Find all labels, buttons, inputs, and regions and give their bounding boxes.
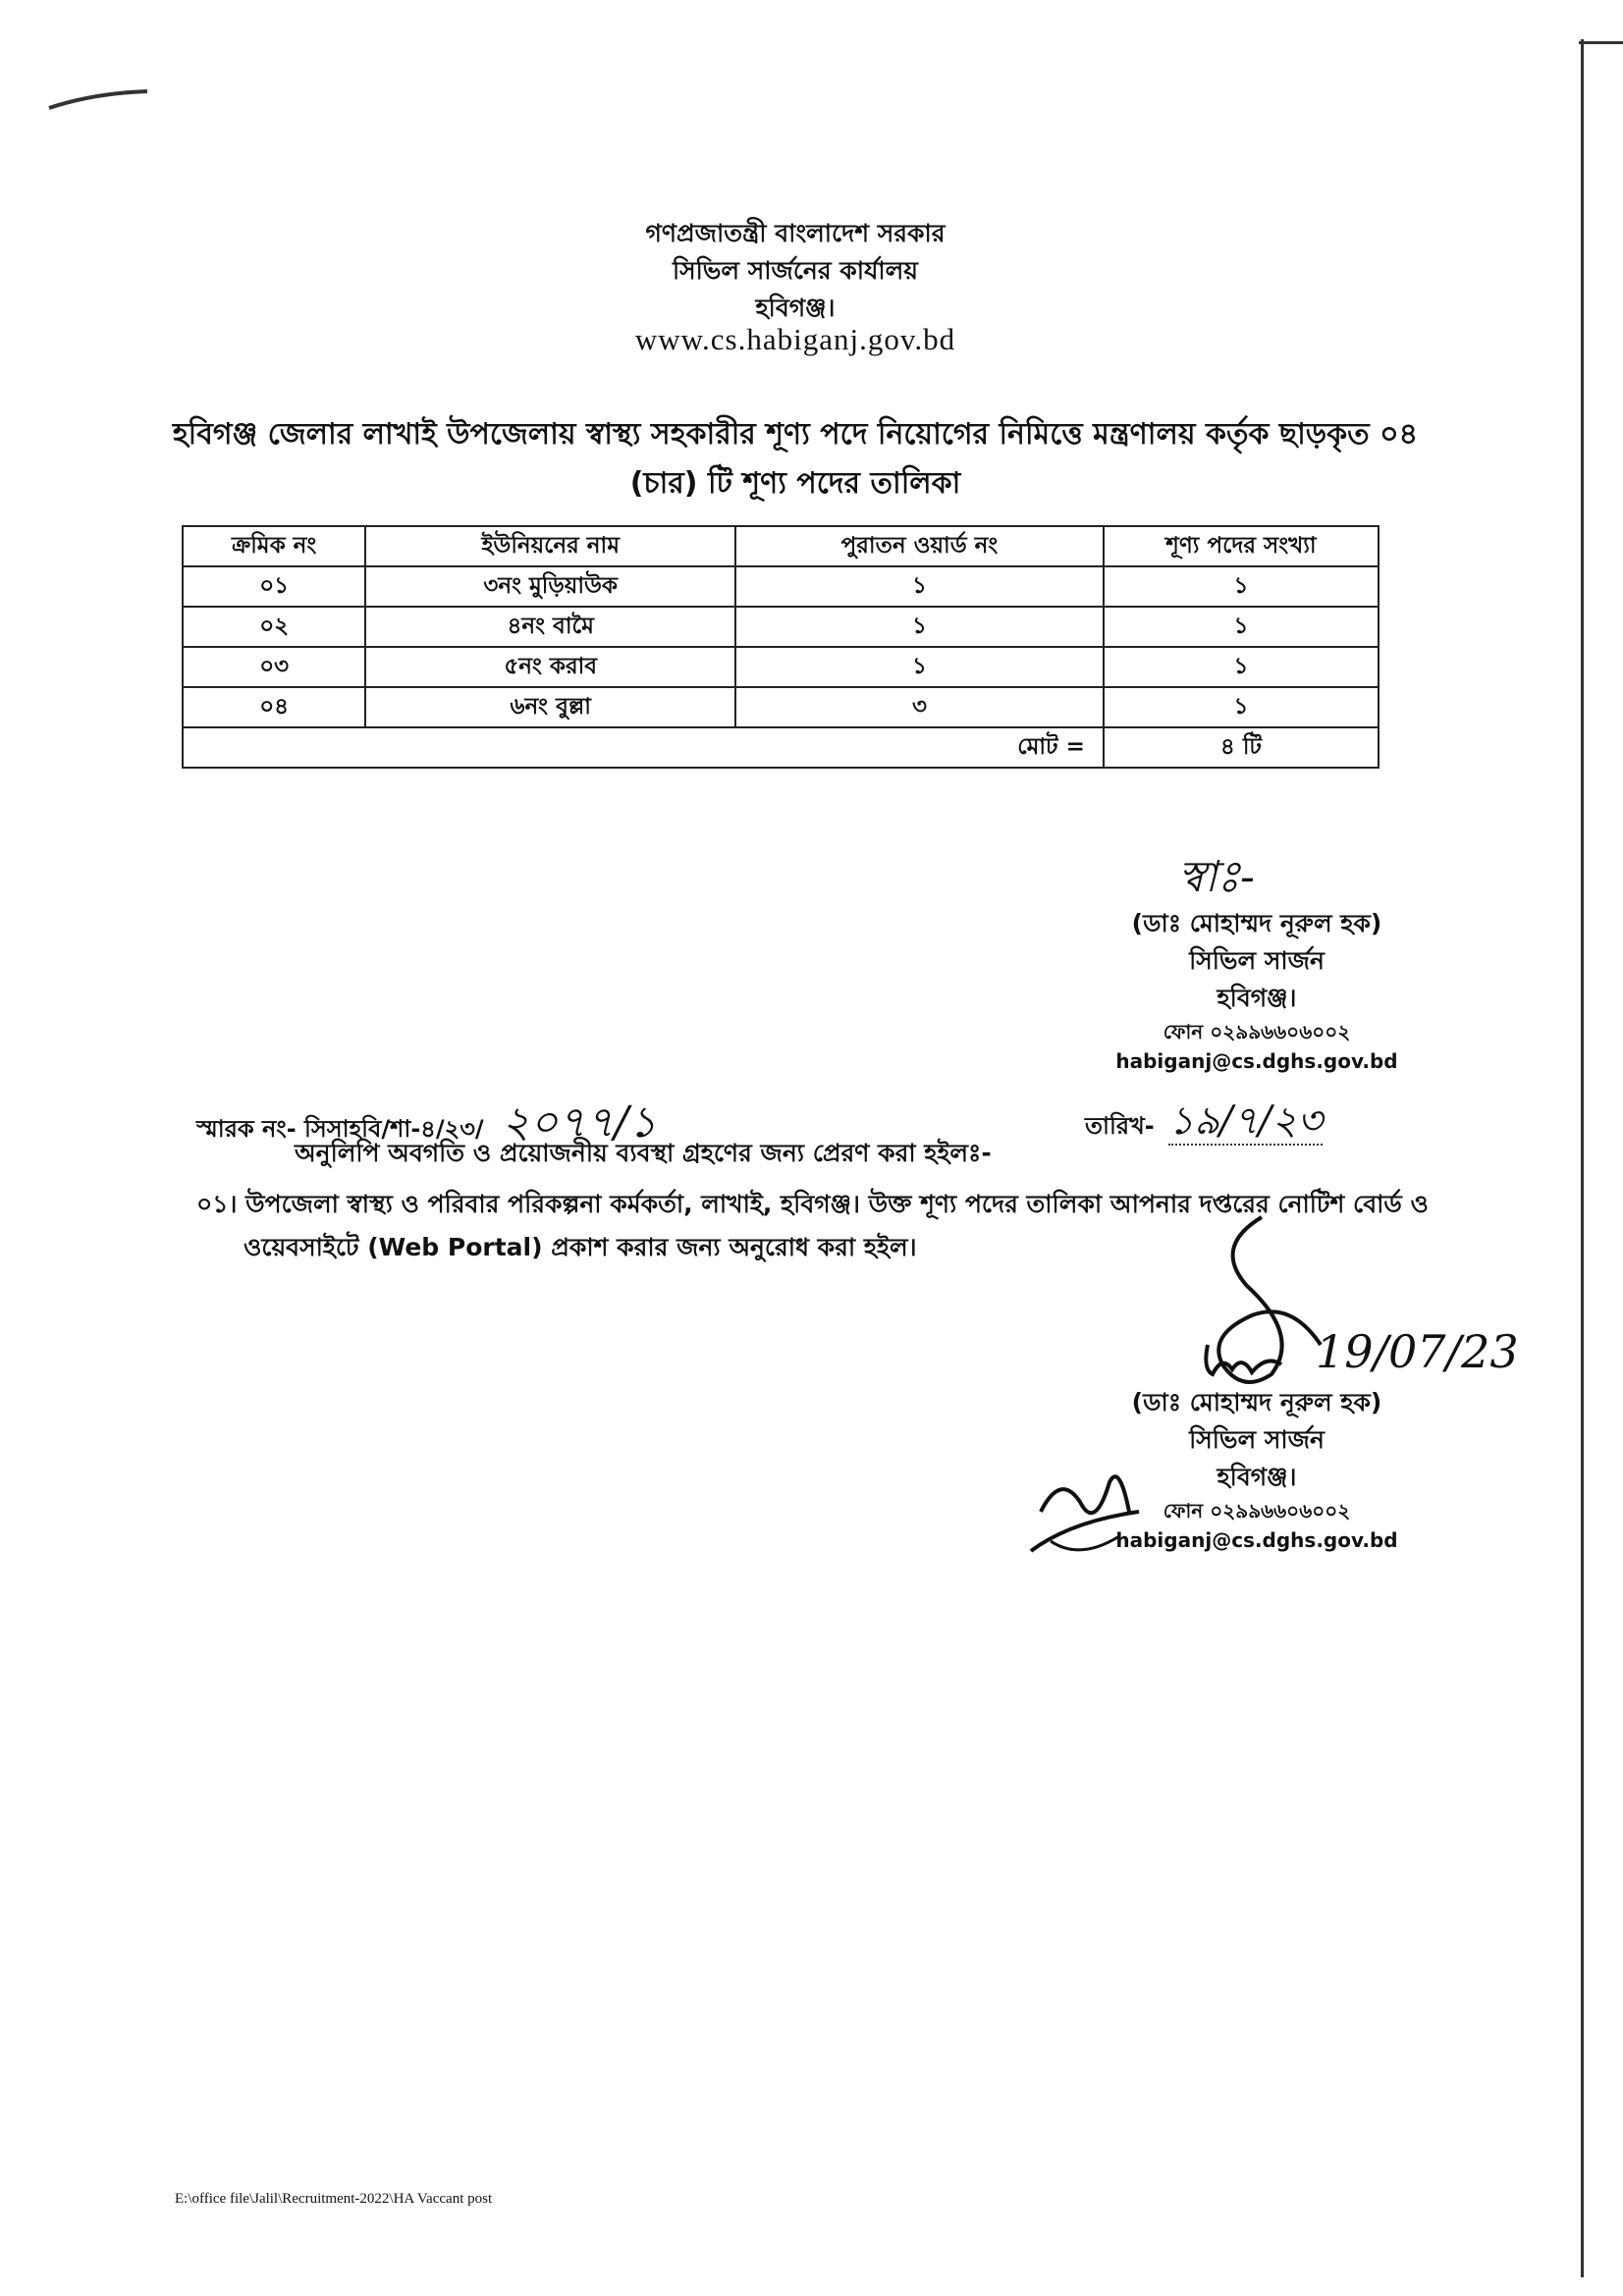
table-row [183,566,1379,607]
date-label: তারিখ- [1085,1112,1155,1140]
cell-ward: ১ [735,607,1104,647]
header-ward: পুরাতন ওয়ার্ড নং [735,526,1104,566]
page-edge-line-right [1581,39,1584,2277]
copy-item-line-1: ০১। উপজেলা স্বাস্থ্য ও পরিবার পরিকল্পনা কর্মকর্তা, লাখাই, হবিগঞ্জ। উক্ত শূণ্য পদের তালিকা আপনার দপ্তরের নোটিশ বোর্ড ও [196,1190,1429,1218]
signer-place: হবিগঞ্জ। [1217,984,1297,1012]
total-label: মোট = [183,727,1104,768]
document-title [147,410,1443,508]
signer-email: habiganj@cs.dghs.gov.bd [1115,1049,1398,1073]
signer-email: habiganj@cs.dghs.gov.bd [1115,1528,1398,1552]
header-vacancy: শূণ্য পদের সংখ্যা [1104,526,1379,566]
cell-union: ৫নং করাব [365,647,735,687]
signer-phone: ফোন ০২৯৯৬৬০৬০০২ [1163,1499,1351,1522]
pen-stroke-mark [44,83,152,118]
cell-union: ৬নং বুল্লা [365,687,735,727]
cell-union: ৩নং মুড়িয়াউক [365,566,735,607]
memo-date-line [1085,1090,1323,1155]
signature-block-1 [1080,905,1434,1076]
signature-handwritten-1: স্বাঃ- [1178,852,1255,902]
cell-ward: ১ [735,566,1104,607]
footer-file-path: E:\office file\Jalil\Recruitment-2022\HA Vaccant post [175,2191,493,2207]
signer-designation: সিভিল সার্জন [1189,1425,1325,1454]
copy-intro: অনুলিপি অবগতি ও প্রয়োজনীয় ব্যবস্থা গ্রহণের জন্য প্রেরণ করা হইলঃ- [295,1139,992,1167]
signer-phone: ফোন ০২৯৯৬৬০৬০০২ [1163,1020,1351,1043]
cell-serial: ০২ [183,607,365,647]
header-office: সিভিল সার্জনের কার্যালয় [672,256,919,285]
cell-serial: ০৩ [183,647,365,687]
cell-ward: ৩ [735,687,1104,727]
header-union: ইউনিয়নের নাম [365,526,735,566]
cell-union: ৪নং বামৈ [365,607,735,647]
cell-serial: ০১ [183,566,365,607]
copy-item-line-2: ওয়েবসাইটে (Web Portal) প্রকাশ করার জন্য অনুরোধ করা হইল। [243,1233,917,1261]
signer-name: (ডাঃ মোহাম্মদ নূরুল হক) [1131,1388,1382,1416]
cell-serial: ০৪ [183,687,365,727]
cell-vacancy: ১ [1104,647,1379,687]
table-row [183,687,1379,727]
header-website: www.cs.habiganj.gov.bd [634,322,956,356]
date-handwritten: ১৯/৭/২৩ [1168,1098,1324,1144]
cell-ward: ১ [735,647,1104,687]
vacant-posts-table [182,525,1380,769]
cell-vacancy: ১ [1104,687,1379,727]
table-row [183,647,1379,687]
signer-place: হবিগঞ্জ। [1217,1463,1297,1491]
initial-scribble [1021,1453,1159,1571]
table-row [183,607,1379,647]
page-edge-line-top [1579,41,1623,44]
header-govt: গণপ্রজাতন্ত্রী বাংলাদেশ সরকার [645,219,946,247]
signer-name: (ডাঃ মোহাম্মদ নূরুল হক) [1131,909,1382,937]
title-line-2: (চার) টি শূণ্য পদের তালিকা [629,466,961,501]
table-total-row [183,727,1379,768]
signer-designation: সিভিল সার্জন [1189,946,1325,975]
header-serial: ক্রমিক নং [183,526,365,566]
title-line-1: হবিগঞ্জ জেলার লাখাই উপজেলায় স্বাস্থ্য সহকারীর শূণ্য পদে নিয়োগের নিমিত্তে মন্ত্রণালয় কর্তৃক ছাড়কৃত ০৪ [172,417,1419,452]
header-district: হবিগঞ্জ। [755,294,836,322]
signature-date-handwritten-2: 19/07/23 [1316,1325,1519,1378]
memo-label: স্মারক নং- সিসাহবি/শা-৪/২৩/ [196,1115,484,1143]
cell-vacancy: ১ [1104,607,1379,647]
cell-vacancy: ১ [1104,566,1379,607]
total-value: ৪ টি [1104,727,1379,768]
table-header-row [183,526,1379,566]
memo-number-handwritten: ২০৭৭/১ [501,1097,657,1148]
